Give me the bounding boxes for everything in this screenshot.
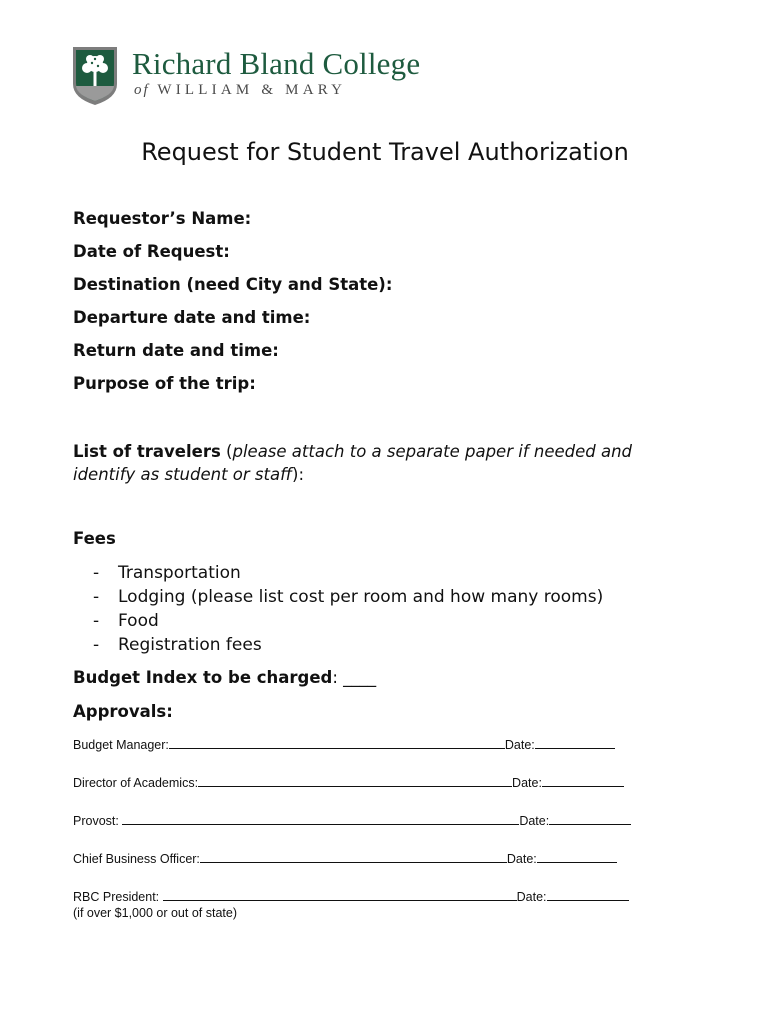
signature-row-chief-business-officer: [73, 850, 617, 866]
travelers-label: List of travelers: [73, 442, 221, 461]
college-name: Richard Bland College: [132, 46, 421, 81]
signature-role: Chief Business Officer:: [73, 852, 200, 866]
signature-line: [163, 888, 517, 901]
date-line: [547, 888, 629, 901]
date-of-request-label: Date of Request:: [73, 242, 230, 261]
president-approval-note: (if over $1,000 or out of state): [73, 906, 237, 920]
signature-line: [198, 774, 512, 787]
date-label: Date:: [516, 890, 547, 904]
signature-row-director-of-academics: [73, 774, 624, 790]
college-affiliation-name: WILLIAM & MARY: [157, 82, 347, 98]
date-line: [542, 774, 624, 787]
tree-shield-icon: [72, 46, 118, 106]
destination-label: Destination (need City and State):: [73, 275, 393, 294]
date-label: Date:: [506, 852, 537, 866]
signature-row-budget-manager: [73, 736, 615, 752]
signature-role: Director of Academics:: [73, 776, 199, 790]
budget-index-blank: : ____: [332, 668, 377, 687]
budget-index-label: Budget Index to be charged: [73, 668, 333, 687]
list-item: - Registration fees: [93, 635, 262, 655]
date-line: [549, 812, 631, 825]
budget-index-field: [73, 668, 376, 687]
date-label: Date:: [519, 814, 550, 828]
list-item: - Transportation: [93, 563, 241, 583]
travelers-note-open: (: [220, 442, 233, 461]
list-item: - Food: [93, 611, 159, 631]
signature-line: [169, 736, 505, 749]
form-title: Request for Student Travel Authorization: [141, 138, 629, 166]
list-item: - Lodging (please list cost per room and how many rooms): [93, 587, 604, 607]
purpose-label: Purpose of the trip:: [73, 374, 256, 393]
return-label: Return date and time:: [73, 341, 279, 360]
date-label: Date:: [512, 776, 542, 790]
college-logo: [72, 46, 452, 108]
signature-line: [200, 850, 507, 863]
travelers-note: please attach to a separate paper if needed and identify as student or staff: [73, 442, 633, 484]
signature-role: RBC President:: [73, 890, 163, 904]
fees-list: [93, 561, 603, 657]
college-affiliation: [134, 82, 346, 99]
signature-row-rbc-president: [73, 888, 629, 904]
approvals-heading: Approvals:: [73, 702, 173, 721]
date-label: Date:: [504, 738, 535, 752]
college-affiliation-of: of: [134, 82, 150, 98]
date-line: [537, 850, 617, 863]
signature-role: Provost:: [73, 814, 123, 828]
signature-role: Budget Manager:: [73, 738, 169, 752]
signature-line: [122, 812, 519, 825]
departure-label: Departure date and time:: [73, 308, 311, 327]
date-line: [535, 736, 615, 749]
requestor-name-label: Requestor’s Name:: [73, 209, 252, 228]
fees-heading: Fees: [73, 529, 116, 548]
travelers-note-close: ):: [292, 465, 305, 484]
signature-row-provost: [73, 812, 631, 828]
travelers-section: [73, 440, 693, 486]
